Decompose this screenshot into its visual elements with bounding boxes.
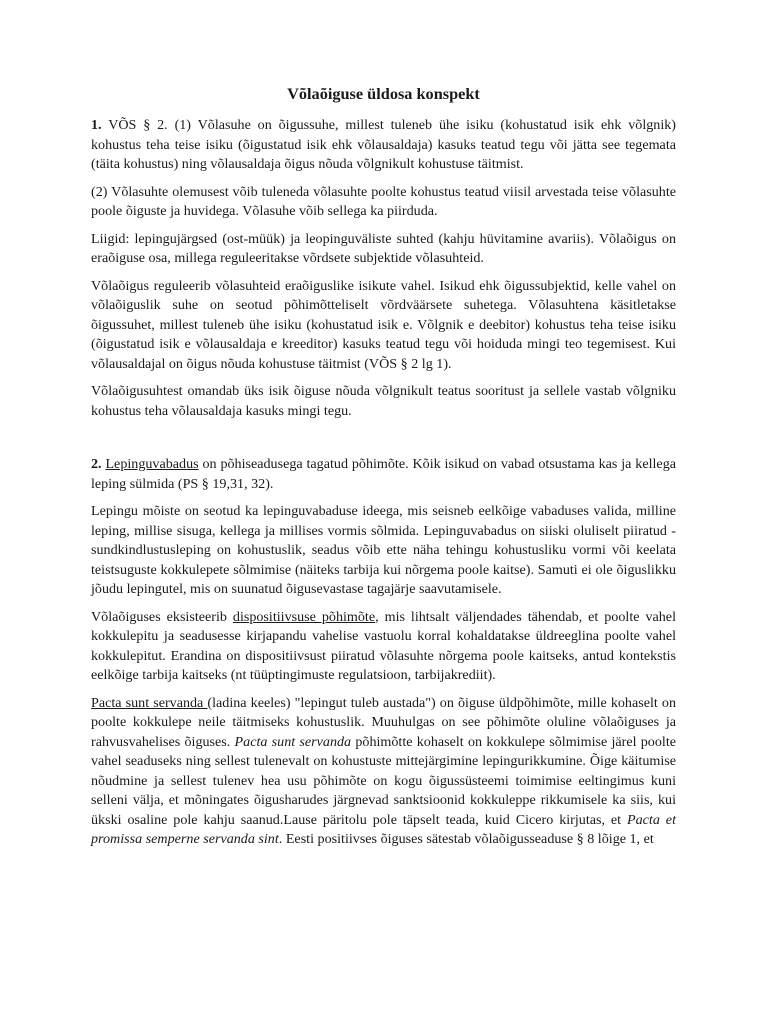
italic-pacta-sunt-servanda: Pacta sunt servanda bbox=[234, 733, 352, 750]
section-1-text-1: VÕS § 2. (1) Võlasuhe on õigussuhe, millest tuleneb ühe isiku (kohustatud isik ehk võlgnik) kohustus teha teise isiku (õigustatud isik ehk võlausaldaja) kasuks teatud tegu või jätta see tegemata (täita kohustus) ning võlausaldaja õigus nõuda võlgnikult kohustuse täitmist. bbox=[91, 117, 676, 172]
section-1-paragraph-1 bbox=[91, 116, 676, 175]
italic-pacta-et-promissa: Pacta et promissa semperne servanda sint bbox=[91, 811, 676, 847]
term-lepinguvabadus: Lepinguvabadus bbox=[105, 456, 199, 472]
section-1-number: 1. bbox=[91, 117, 102, 133]
document-page bbox=[91, 84, 676, 850]
section-1-paragraph-4: Võlaõigus reguleerib võlasuhteid eraõiguslike isikute vahel. Isikud ehk õigussubjektid, kelle vahel on võlaõiguslik suhe on seotud põhimõtteliselt võrdväärsete suhetega. Võlasuhtena käsitletakse õigussuhet, millest tuleneb ühe isiku (kohustatud isik e. Võlgnik e deebitor) kohustus teha teise isiku (õigustatud isik e võlausaldaja e kreeditor) kasuks teatud tegu või hoiduda mingi teo tegemisest. Kui võlausaldajal on õigus nõuda kohustuse täitmist (VÕS § 2 lg 1). bbox=[91, 277, 676, 372]
document-title: Võlaõiguse üldosa konspekt bbox=[287, 84, 480, 103]
section-2-number: 2. bbox=[91, 456, 102, 472]
section-spacer bbox=[91, 429, 676, 455]
section-2-paragraph-2: Lepingu mõiste on seotud ka lepinguvabaduse ideega, mis seisneb eelkõige vabaduses valida, milline leping, millise sisuga, kellega ja millises vormis sõlmida. Lepinguvabadus on siiski oluliselt piiratud - sundkindlustusleping on kohustuslik, seadus võib ette näha tehingu kohustusliku vormi või keelata teistsuguste kokkulepete sõlmimise (näiteks tarbija kui nõrgema poole kaitse). Samuti ei ole õiguslikku jõudu lepingutel, mis on suunatud õigusevastase tagajärje saavutamisele. bbox=[91, 503, 676, 597]
section-2-text-1: on põhiseadusega tagatud põhimõte. Kõik isikud on vabad otsustama kas ja kellega leping sülmida (PS § 19,31, 32). bbox=[91, 456, 676, 492]
section-2-paragraph-4 bbox=[91, 694, 676, 850]
section-1-paragraph-5: Võlaõigusuhtest omandab üks isik õiguse nõuda võlgnikult teatus sooritust ja sellele vastab võlgniku kohustus teha võlausaldaja kasuks mingi tegu. bbox=[91, 383, 676, 419]
section-2-text-4b: põhimõtte kohaselt on kokkulepe sõlmimise järel poolte vahel seaduseks ning sellest tulenevalt on kohustuste mittejärgimine lepingurikkumine. Õige käitumise nõudmine ja sellest tulenev hea usu põhimõte on kogu õigussüsteemi toimimise eeltingimus kuni selleni välja, et mõningates õigusharudes järgnevad sanktsioonid kokkuleppe rikkumisele ka siis, kui ükski osaline pole kahju saanud.Lause päritolu pole täpselt teada, kuid Cicero kirjutas, et bbox=[91, 733, 676, 828]
term-dispositiivsuse-pohimote: dispositiivsuse põhimõte bbox=[232, 608, 376, 625]
section-2-text-3b: , mis lihtsalt väljendades tähendab, et poolte vahel kokkulepitu ja seadusesse kirjapandu vahelise vastuolu korral kohaldatakse üldreeglina poolte vahel kokkulepitut. Erandina on dispositiivsust piiratud võlasuhte nõrgema poole kaitseks, antud kontekstis eelkõige tarbija kaitseks (nt tüüptingimuste regulatsioon, tarbijakrediit). bbox=[91, 608, 676, 683]
section-2-text-3a: Võlaõiguses eksisteerib bbox=[91, 608, 233, 625]
section-2-text-4c: . Eesti positiivses õiguses sätestab võlaõigusseaduse § 8 lõige 1, et bbox=[278, 831, 654, 847]
section-2-paragraph-3 bbox=[91, 608, 676, 686]
term-pacta-sunt-servanda: Pacta sunt servanda bbox=[91, 694, 208, 711]
section-1-paragraph-3: Liigid: lepingujärgsed (ost-müük) ja leopinguväliste suhted (kahju hüvitamine avariis). Võlaõigus on eraõiguse osa, millega reguleeritakse võrdsete subjektide võlasuhteid. bbox=[91, 230, 676, 266]
section-2-paragraph-1 bbox=[91, 455, 676, 494]
section-1-paragraph-2: (2) Võlasuhte olemusest võib tuleneda võlasuhte poolte kohustus teatud viisil arvestada teise võlasuhte poole õiguste ja huvidega. Võlasuhe võib sellega ka piirduda. bbox=[91, 183, 676, 219]
section-2-text-4a: (ladina keeles) "lepingut tuleb austada") on õiguse üldpõhimõte, mille kohaselt on poolte kokkulepe neile täitmiseks kohustuslik. Muuhulgas on see põhimõte oluline võlaõiguses ja rahvusvahelises õiguses. bbox=[91, 694, 677, 750]
